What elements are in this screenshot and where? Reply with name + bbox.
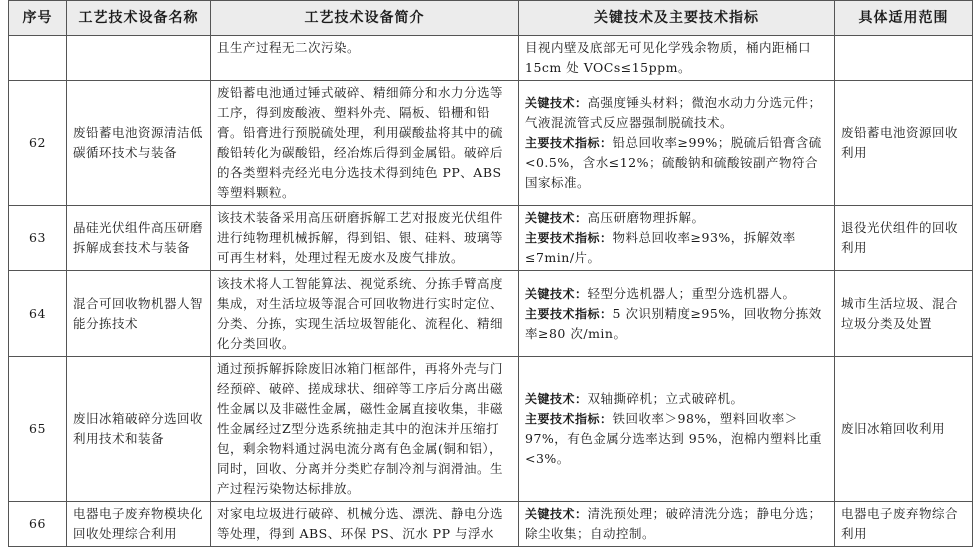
equipment-name: 废旧冰箱破碎分选回收利用技术和装备 <box>67 357 211 502</box>
key-text: 目视内壁及底部无可见化学残余物质，桶内距桶口15cm 处 VOCs≤15ppm。 <box>525 40 812 75</box>
main-index-label: 主要技术指标： <box>525 231 613 245</box>
main-index-text: 铁回收率＞98%，塑料回收率＞97%，有色金属分选率达到 95%，泡棉内塑料比重<3%。 <box>525 411 823 466</box>
main-index-label: 主要技术指标： <box>525 306 613 321</box>
key-tech-text: 清洗预处理；破碎清洗分选；静电分选；除尘收集；自动控制。 <box>525 506 822 541</box>
equipment-description: 通过预拆解拆除废旧冰箱门框部件，再将外壳与门经预碎、破碎、搓成球状、细碎等工序后分离出磁性金属以及非磁性金属，磁性金属直接收集，非磁性金属经过Z型分选系统抽走其中的泡沫并压缩打包，剩余物料通过涡电流分离有色金属(铜和铝），同时，回收、分离并分类贮存制冷剂与润滑油。生产过程污染物达标排放。 <box>211 357 519 502</box>
table-row <box>9 81 973 206</box>
application-scope: 城市生活垃圾、混合垃圾分类及处置 <box>835 271 973 357</box>
key-tech-text: 轻型分选机器人；重型分选机器人。 <box>587 285 796 301</box>
row-number: 66 <box>9 502 67 547</box>
key-tech-text: 高强度锤头材料；微泡水动力分选元件；气液混流管式反应器强制脱硫技术。 <box>525 95 822 130</box>
key-technology-cell <box>519 206 835 271</box>
main-index-label: 主要技术指标： <box>525 136 613 150</box>
key-tech-label: 关键技术： <box>525 211 588 225</box>
equipment-description: 且生产过程无二次污染。 <box>211 36 519 81</box>
key-tech-label: 关键技术： <box>525 286 588 301</box>
row-number: 63 <box>9 206 67 271</box>
key-technology-cell <box>519 271 835 357</box>
main-index-text: 铅总回收率≥99%；脱硫后铅膏含硫<0.5%，含水≤12%；硫酸钠和硫酸铵副产物符合国家标准。 <box>525 135 822 190</box>
equipment-name: 晶硅光伏组件高压研磨拆解成套技术与装备 <box>67 206 211 271</box>
table-row <box>9 502 973 547</box>
equipment-name: 混合可回收物机器人智能分拣技术 <box>67 271 211 357</box>
row-number: 64 <box>9 271 67 357</box>
application-scope <box>835 36 973 81</box>
key-technology-cell <box>519 502 835 547</box>
key-technology-cell <box>519 357 835 502</box>
technology-catalog-table <box>8 0 973 547</box>
header-no: 序号 <box>9 1 67 36</box>
key-technology-cell <box>519 81 835 206</box>
header-name: 工艺技术设备名称 <box>67 1 211 36</box>
header-scope: 具体适用范围 <box>835 1 973 36</box>
application-scope: 退役光伏组件的回收利用 <box>835 206 973 271</box>
equipment-name: 电器电子废弃物模块化回收处理综合利用 <box>67 502 211 547</box>
table-row <box>9 206 973 271</box>
table-row-continued <box>9 36 973 81</box>
header-row <box>9 1 973 36</box>
row-number <box>9 36 67 81</box>
application-scope: 废铅蓄电池资源回收利用 <box>835 81 973 206</box>
equipment-name <box>67 36 211 81</box>
table-row <box>9 271 973 357</box>
main-index-label: 主要技术指标： <box>525 412 613 426</box>
table-row <box>9 357 973 502</box>
key-technology-cell <box>519 36 835 81</box>
main-index-text: 5 次识别精度≥95%，回收物分拣效率≥80 次/min。 <box>525 305 822 341</box>
application-scope: 废旧冰箱回收利用 <box>835 357 973 502</box>
key-tech-label: 关键技术： <box>525 507 588 521</box>
main-index-text: 物料总回收率≥93%，拆解效率≤7min/片。 <box>525 230 796 265</box>
row-number: 62 <box>9 81 67 206</box>
key-tech-text: 双轴撕碎机；立式破碎机。 <box>587 391 744 406</box>
equipment-description: 该技术装备采用高压研磨拆解工艺对报废光伏组件进行纯物理机械拆解，得到铝、银、硅料、玻璃等可再生材料，处理过程无废水及废气排放。 <box>211 206 519 271</box>
header-key: 关键技术及主要技术指标 <box>519 1 835 36</box>
application-scope: 电器电子废弃物综合利用 <box>835 502 973 547</box>
equipment-name: 废铅蓄电池资源清洁低碳循环技术与装备 <box>67 81 211 206</box>
key-tech-label: 关键技术： <box>525 392 588 406</box>
equipment-description: 该技术将人工智能算法、视觉系统、分拣手臂高度集成，对生活垃圾等混合可回收物进行实时定位、分类、分拣，实现生活垃圾智能化、流程化、精细化分类回收。 <box>211 271 519 357</box>
header-desc: 工艺技术设备简介 <box>211 1 519 36</box>
equipment-description: 对家电垃圾进行破碎、机械分选、漂洗、静电分选等处理，得到 ABS、环保 PS、沉水 PP 与浮水 <box>211 502 519 547</box>
equipment-description: 废铅蓄电池通过锤式破碎、精细筛分和水力分选等工序，得到废酸液、塑料外壳、隔板、铅栅和铅膏。铅膏进行预脱硫处理，利用碳酸盐将其中的硫酸铅转化为碳酸铅，经冶炼后得到金属铅。破碎后的各类塑料壳经光电分选技术得到纯色 PP、ABS 等塑料颗粒。 <box>211 81 519 206</box>
key-tech-label: 关键技术： <box>525 96 588 110</box>
key-tech-text: 高压研磨物理拆解。 <box>587 210 705 225</box>
row-number: 65 <box>9 357 67 502</box>
